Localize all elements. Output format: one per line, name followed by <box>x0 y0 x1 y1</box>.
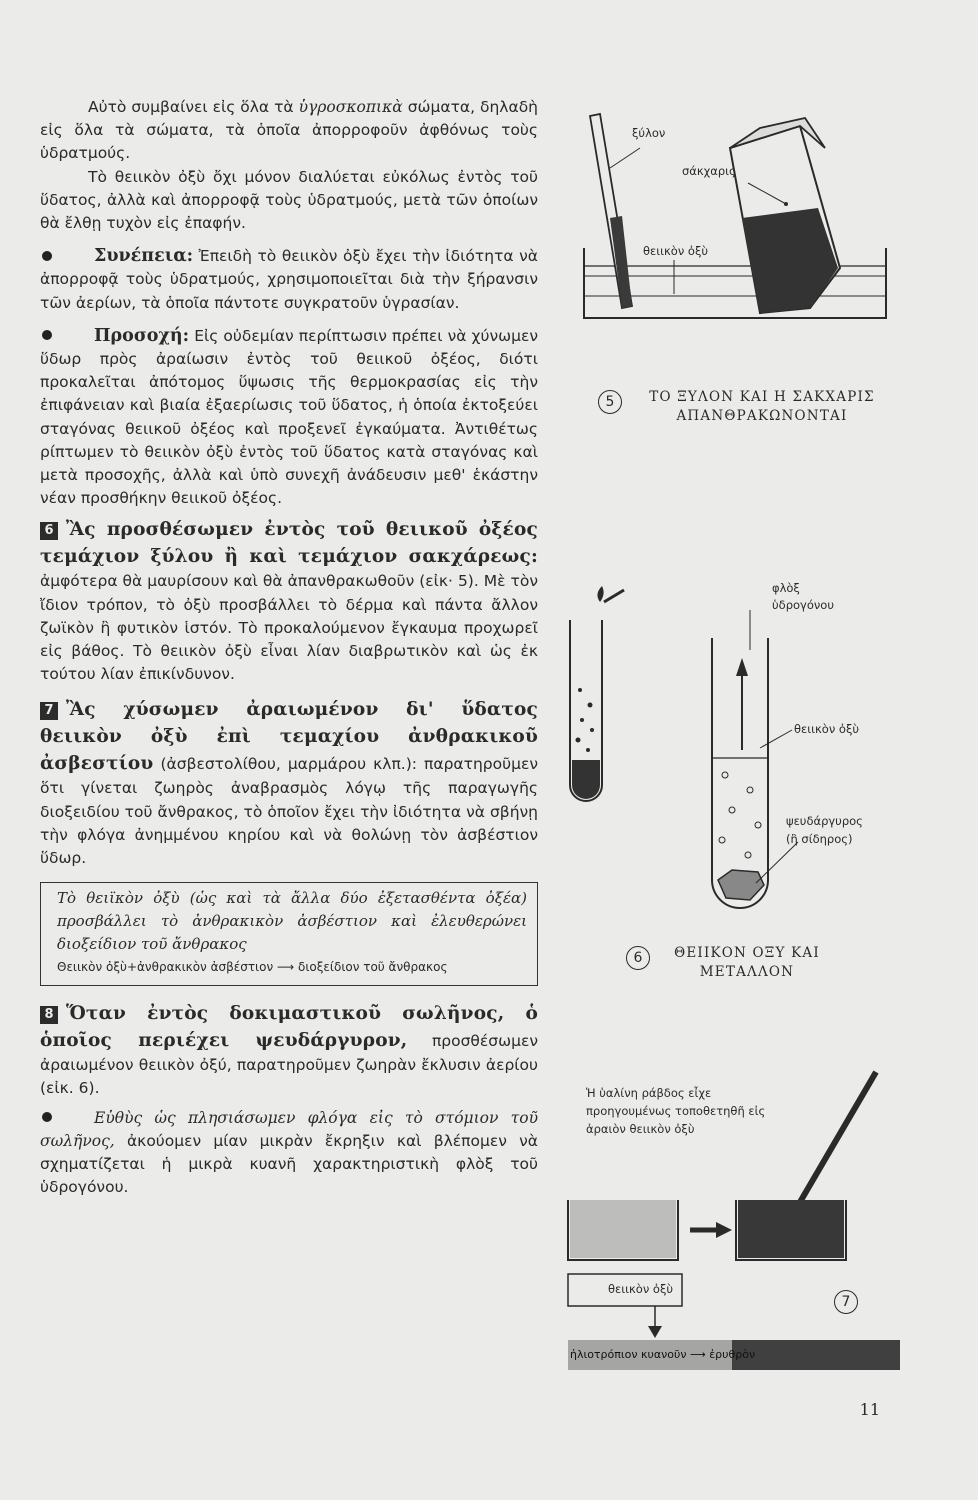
section-8-heading: Ὅταν ἐντὸς δοκιμαστικοῦ σωλῆνος, ὁ ὁποῖος περιέχει ψευδάργυρον, <box>40 1003 538 1052</box>
label-sulfuric-acid: θειικὸν ὀξὺ <box>794 722 860 736</box>
label-glass-rod: Ἡ ὑαλίνη ράβδος εἶχε προηγουμένως τοποθετηθῆ εἰς ἀραιὸν θειικὸν ὀξὺ <box>586 1086 766 1136</box>
section-number-badge: 6 <box>40 522 58 540</box>
figure-6-number: 6 <box>626 946 650 970</box>
section-7-body: (ἀσβεστολίθου, μαρμάρου κλπ.): παρατηροῦμεν ὅτι γίνεται ζωηρὸς ἀναβρασμὸς λόγῳ τῆς παραγωγῆς διοξειδίου τοῦ ἄνθρακος, τὸ ὁποῖον ἔχει τὴν ἰδιότητα νὰ σβήνῃ τὴν φλόγα ἀνημμένου κηρίου καὶ νὰ θολώνῃ τὸν ἀσβέστιον ὕδωρ. <box>40 755 538 868</box>
figure-7-number: 7 <box>834 1290 858 1314</box>
section-6 <box>40 516 538 686</box>
label-hydrogen-flame: φλὸξ ὑδρογόνου <box>772 581 834 612</box>
paragraph-caution <box>40 325 538 511</box>
summary-italic-text: Τὸ θειϊκὸν ὀξὺ (ὡς καὶ τὰ ἄλλα δύο ἐξετασθέντα ὀξέα) προσβάλλει τὸ ἀνθρακικὸν ἀσβέστιον καὶ ἐλευθερώνει διοξείδιον τοῦ ἄνθρακος <box>57 889 527 954</box>
paragraph-hygroscopic <box>40 96 538 166</box>
section-6-body: ἀμφότερα θὰ μαυρίσουν καὶ θὰ ἀπανθρακωθοῦν (εἰκ· 5). Μὲ τὸν ἴδιον τρόπον, τὸ ὀξὺ προσβάλλει τὸ δέρμα καὶ πάντα ἄλλον ζωϊκὸν ἢ φυτικὸν ἱστόν. Τὸ προκαλούμενον ἔγκαυμα προχωρεῖ εἰς βάθος. Τὸ θειικὸν ὀξὺ εἶναι λίαν διαβρωτικὸν καὶ ὡς ἐκ τούτου λίαν ἐπικίνδυνον. <box>40 572 538 684</box>
figure-6-caption: ΘΕΙΙΚΟΝ ΟΞΥ ΚΑΙ ΜΕΤΑΛΛΟΝ <box>674 945 820 980</box>
figure-7-drawing <box>560 1060 900 1380</box>
bullet-icon <box>42 330 52 340</box>
label-acid-box: θειικὸν ὀξὺ <box>608 1282 674 1296</box>
summary-equation: Θειικὸν ὀξὺ+ἀνθρακικὸν ἀσβέστιον ⟶ διοξείδιον τοῦ ἄνθρακος <box>57 960 448 975</box>
section-8 <box>40 1000 538 1100</box>
bullet-icon <box>42 1112 52 1122</box>
section-number-badge: 8 <box>40 1006 58 1024</box>
text-span: σώματα, δηλαδὴ εἰς ὅλα τὰ σώματα, τὰ ὁποῖα ἀπορροφοῦν ἀφθόνως τοὺς ὑδρατμούς. <box>40 98 539 163</box>
text-span: Αὐτὸ συμβαίνει εἰς ὅλα τὰ <box>88 98 294 116</box>
figure-5-drawing <box>570 108 900 323</box>
consequence-body: Ἐπειδὴ τὸ θειικὸν ὀξὺ ἔχει τὴν ἰδιότητα νὰ ἀπορροφᾷ τοὺς ὑδρατμούς, χρησιμοποιεῖται διὰ τὴν ξήρανσιν τῶν ἀερίων, τὰ ὁποῖα πάντοτε συγκρατοῦν ὑγρασίαν. <box>40 247 538 312</box>
paragraph-absorbs-vapor: Τὸ θειικὸν ὀξὺ ὄχι μόνον διαλύεται εὐκόλως ἐντὸς τοῦ ὕδατος, ἀλλὰ καὶ ἀπορροφᾷ τοὺς ὑδρατμούς, μετὰ τῶν ὁποίων θὰ ἔλθῃ τυχὸν εἰς ἐπαφήν. <box>40 167 538 233</box>
label-litmus: ἡλιοτρόπιον κυανοῦν ⟶ ἐρυθρὸν <box>570 1348 756 1361</box>
label-wood: ξύλον <box>632 126 666 140</box>
page-number: 11 <box>859 1400 880 1419</box>
summary-box <box>40 882 538 986</box>
italic-phrase: Εὐθὺς ὡς πλησιάσωμεν φλόγα εἰς τὸ στόμιον τοῦ σωλῆνος, <box>40 1108 538 1150</box>
hydrogen-body: ἀκούομεν μίαν μικρὰν ἔκρηξιν καὶ βλέπομεν νὰ σχηματίζεται ἡ μικρὰ κυανῆ χαρακτηριστικὴ φλὸξ τοῦ ὑδρογόνου. <box>40 1131 538 1197</box>
main-text-column <box>40 96 538 1200</box>
paragraph-hydrogen-flame <box>40 1107 538 1200</box>
consequence-heading: Συνέπεια: <box>94 246 194 267</box>
caution-body: Εἰς οὐδεμίαν περίπτωσιν πρέπει νὰ χύνωμεν ὕδωρ πρὸς ἀραίωσιν ἐντὸς τοῦ θειικοῦ ὀξέος, διότι προκαλεῖται ἀπότομος ὕψωσις τῆς θερμοκρασίας εἰς τὴν ἐπιφάνειαν καὶ βιαία ἐξαερίωσις τοῦ ὕδατος, ἡ ὁποία ἐκτοξεύει σταγόνας θειικοῦ ὀξέος καὶ προξενεῖ ἐγκαύματα. Ἀντιθέτως ρίπτωμεν τὸ θειικὸν ὀξὺ ἐντὸς τοῦ ὕδατος κατὰ σταγόνας καὶ μετὰ προσοχῆς, ἀλλὰ καὶ ὑπὸ συνεχῆ ἀνάδευσιν μεθ' ἑκάστην νέαν προσθήκην θειικοῦ ὀξέος. <box>40 326 538 508</box>
section-6-heading: Ἂς προσθέσωμεν ἐντὸς τοῦ θειικοῦ ὀξέος τεμάχιον ξύλου ἢ καὶ τεμάχιον σακχάρεως: <box>40 519 538 568</box>
figure-5-caption: ΤΟ ΞΥΛΟΝ ΚΑΙ Η ΣΑΚΧΑΡΙΣ ΑΠΑΝΘΡΑΚΩΝΟΝΤΑΙ <box>649 389 875 424</box>
section-7 <box>40 696 538 870</box>
section-8-body: προσθέσωμεν ἀραιωμένον θειικὸν ὀξύ, παρατηροῦμεν ζωηρὰν ἔκλυσιν ἀερίου (εἰκ. 6). <box>40 1032 538 1098</box>
figure-6-drawing <box>560 580 800 920</box>
label-acid: θειικὸν ὀξὺ <box>640 244 711 258</box>
label-zinc: ψευδάργυρος (ἢ σίδηρος) <box>786 814 863 846</box>
paragraph-consequence <box>40 245 538 315</box>
figure-5-number: 5 <box>598 390 622 414</box>
section-7-heading: Ἂς χύσωμεν ἀραιωμένον δι' ὕδατος θειικὸν ὀξὺ ἐπὶ τεμαχίου ἀνθρακικοῦ ἀσβεστίου <box>40 699 538 775</box>
label-sugar: σάκχαρις <box>682 164 736 178</box>
bullet-icon <box>42 251 52 261</box>
caution-heading: Προσοχή: <box>94 325 190 346</box>
italic-term: ὑγροσκοπικὰ <box>298 98 403 116</box>
section-number-badge: 7 <box>40 702 58 720</box>
